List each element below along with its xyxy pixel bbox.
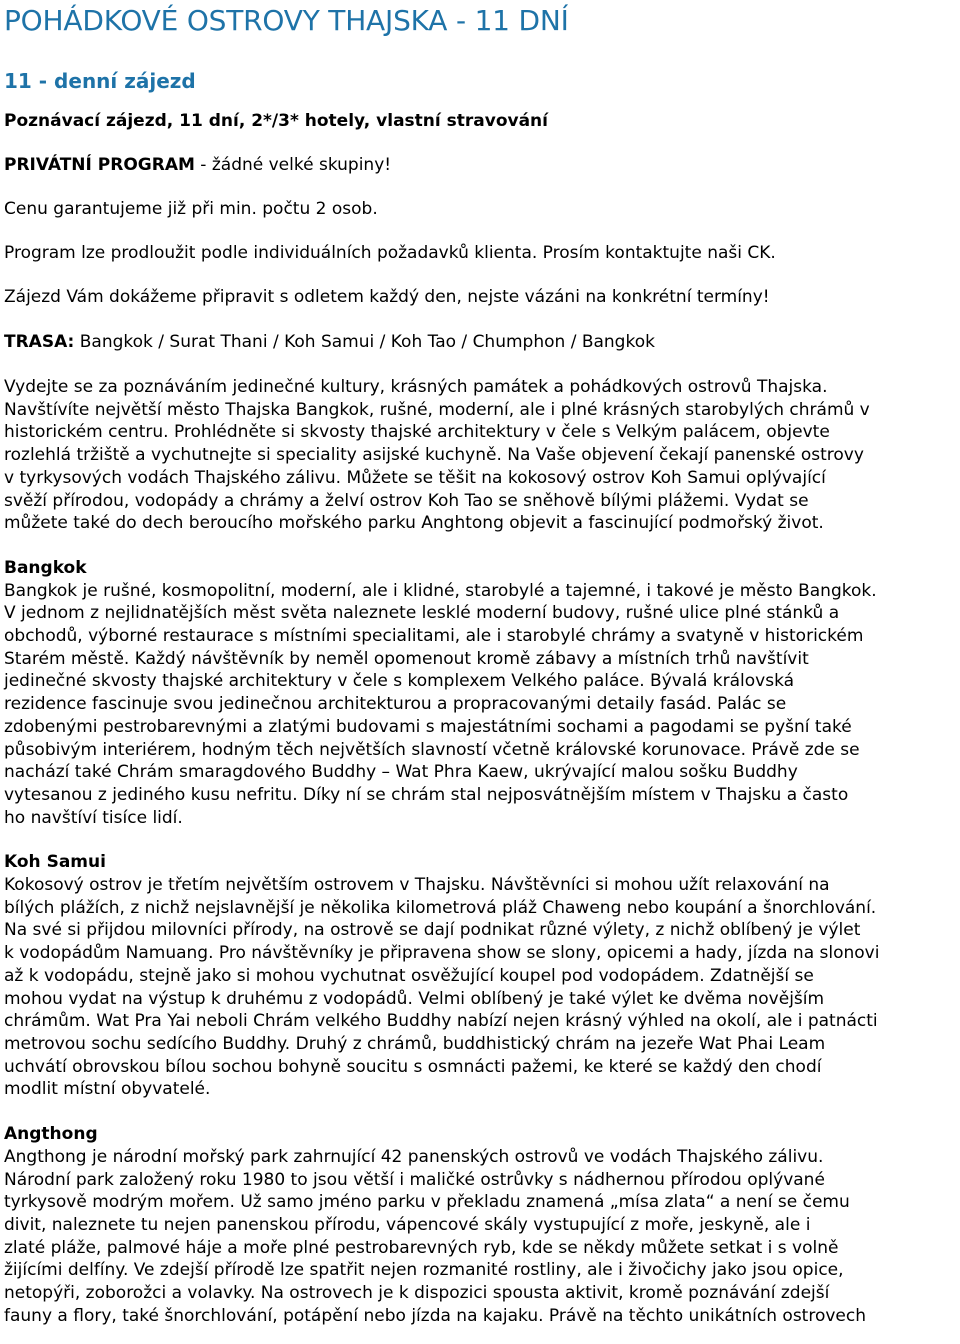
- intro-line: svěží přírodou, vodopády a chrámy a želví ostrov Koh Tao se sněhově bílými plážemi. Vydat se: [4, 490, 809, 511]
- text-line: k vodopádům Namuang. Pro návštěvníky je připravena show se slony, opicemi a hady, jízda na slonovi: [4, 943, 880, 964]
- text-line: Starém městě. Každý návštěvník by neměl opomenout kromě zábavy a místních trhů navštívit: [4, 648, 809, 669]
- route-label: TRASA:: [4, 332, 75, 352]
- intro-paragraph: [4, 376, 960, 535]
- intro-line: můžete také do dech beroucího mořského parku Anghtong objevit a fascinující podmořský život.: [4, 513, 824, 534]
- tour-type: Poznávací zájezd, 11 dní, 2*/3* hotely, vlastní stravování: [4, 111, 548, 131]
- departure-note: Zájezd Vám dokážeme připravit s odletem každý den, nejste vázáni na konkrétní termíny!: [4, 287, 770, 307]
- text-line: vytesanou z jediného kusu nefritu. Díky ní se chrám stal nejposvátnějším místem v Thajsku a často: [4, 784, 849, 805]
- text-line: rezidence fascinuje svou jedinečnou architekturou a propracovanými detaily fasád. Palác se: [4, 694, 787, 715]
- text-line: Bangkok je rušné, kosmopolitní, moderní, ale i klidné, starobylé a tajemné, i takové je město Bangkok.: [4, 580, 877, 601]
- text-line: tyrkysově modrým mořem. Už samo jméno parku v překladu znamená „mísa zlata“ a není se čemu: [4, 1192, 850, 1213]
- text-line: zlaté pláže, palmové háje a moře plné pestrobarevných ryb, kde se někdy můžete setkat i s volně: [4, 1237, 839, 1258]
- route-line: [4, 331, 960, 353]
- text-line: metrovou sochu sedícího Buddhy. Druhý z chrámů, buddhistický chrám na jezeře Wat Phai Leam: [4, 1033, 826, 1054]
- intro-line: rozlehlá tržiště a vychutnejte si speciality asijské kuchyně. Na Vaše objevení čekají panenské ostrovy: [4, 445, 864, 466]
- text-line: obchodů, výborné restaurace s místními specialitami, ale i starobylé chrámy a svatyně v historickém: [4, 626, 864, 647]
- text-line: fauny a flory, také šnorchlování, potápění nebo jízda na kajaku. Právě na těchto unikátních ostrovech: [4, 1305, 867, 1326]
- route-text: Bangkok / Surat Thani / Koh Samui / Koh Tao / Chumphon / Bangkok: [74, 332, 655, 352]
- text-line: netopýři, zoborožci a volavky. Na ostrovech je k dispozici spousta aktivit, kromě poznávání zdejší: [4, 1283, 830, 1304]
- text-line: jedinečné skvosty thajské architektury v čele s komplexem Velkého paláce. Bývalá královská: [4, 671, 795, 692]
- section-heading-angthong: Angthong: [4, 1124, 98, 1145]
- private-program-note: [4, 154, 960, 176]
- intro-line: v tyrkysových vodách Thajského zálivu. Můžete se těšit na kokosový ostrov Koh Samui oplývající: [4, 467, 826, 488]
- intro-line: Navštívíte největší město Thajska Bangkok, rušné, moderní, ale i plné krásných starobylých chrámů v: [4, 399, 870, 420]
- text-line: nachází také Chrám smaragdového Buddhy – Wat Phra Kaew, ukrývající malou sošku Buddhy: [4, 762, 798, 783]
- text-line: uchvátí obrovskou bílou sochou bohyně soucitu s osmnácti pažemi, ke které se každý den chodí: [4, 1056, 822, 1077]
- section-heading-bangkok: Bangkok: [4, 557, 87, 578]
- page-subtitle: 11 - denní zájezd: [4, 69, 196, 93]
- text-line: mohou vydat na výstup k druhému z vodopádů. Velmi oblíbený je také výlet ke dvěma novějším: [4, 988, 825, 1009]
- text-line: Národní park založený roku 1980 to jsou větší i maličké ostrůvky s nádhernou přírodou oplývané: [4, 1169, 825, 1190]
- text-line: až k vodopádu, stejně jako si mohou vychutnat osvěžující koupel pod vodopádem. Zdatnější se: [4, 965, 814, 986]
- text-line: divit, naleznete tu nejen panenskou přírodu, vápencové skály vystupující z moře, jeskyně, ale i: [4, 1214, 811, 1235]
- text-line: chrámům. Wat Pra Yai neboli Chrám velkého Buddhy nabízí nejen krásný výhled na okolí, ale i patnácti: [4, 1011, 878, 1032]
- text-line: V jednom z nejlidnatějších měst světa naleznete lesklé moderní budovy, rušné ulice plné stánků a: [4, 603, 840, 624]
- section-heading-koh-samui: Koh Samui: [4, 852, 106, 873]
- text-line: bílých plážích, z nichž nejslavnější je několika kilometrová pláž Chaweng nebo koupání a šnorchlování.: [4, 897, 877, 918]
- page-title: POHÁDKOVÉ OSTROVY THAJSKA - 11 DNÍ: [4, 4, 569, 37]
- text-line: modlit místní obyvatelé.: [4, 1079, 211, 1100]
- private-program-label: PRIVÁTNÍ PROGRAM: [4, 155, 195, 175]
- extend-note: Program lze prodloužit podle individuálních požadavků klienta. Prosím kontaktujte naši CK.: [4, 243, 776, 263]
- text-line: Angthong je národní mořský park zahrnující 42 panenských ostrovů ve vodách Thajského zálivu.: [4, 1146, 824, 1167]
- intro-line: Vydejte se za poznáváním jedinečné kultury, krásných památek a pohádkových ostrovů Thajska.: [4, 377, 828, 397]
- text-line: působivým interiérem, hodným těch největších slavností včetně královské korunovace. Právě zde se: [4, 739, 860, 760]
- private-program-text: - žádné velké skupiny!: [194, 155, 392, 175]
- section-text-angthong: [4, 1146, 960, 1328]
- intro-line: historickém centru. Prohlédněte si skvosty thajské architektury v čele s Velkým palácem, objevte: [4, 422, 830, 443]
- text-line: žijícími delfíny. Ve zdejší přírodě lze spatřit nejen rozmanité rostliny, ale i živočichy jako jsou opice,: [4, 1260, 844, 1281]
- text-line: Kokosový ostrov je třetím největším ostrovem v Thajsku. Návštěvníci si mohou užít relaxování na: [4, 875, 830, 896]
- text-line: Na své si přijdou milovníci přírody, na ostrově se dají podnikat různé výlety, z nichž oblíbený je výlet: [4, 920, 861, 941]
- text-line: zdobenými pestrobarevnými a zlatými budovami s majestátními sochami a pagodami se pyšní také: [4, 716, 852, 737]
- section-text-koh-samui: [4, 874, 960, 1101]
- section-text-bangkok: [4, 580, 960, 830]
- text-line: ho navštíví tisíce lidí.: [4, 807, 183, 828]
- price-note: Cenu garantujeme již při min. počtu 2 osob.: [4, 199, 378, 219]
